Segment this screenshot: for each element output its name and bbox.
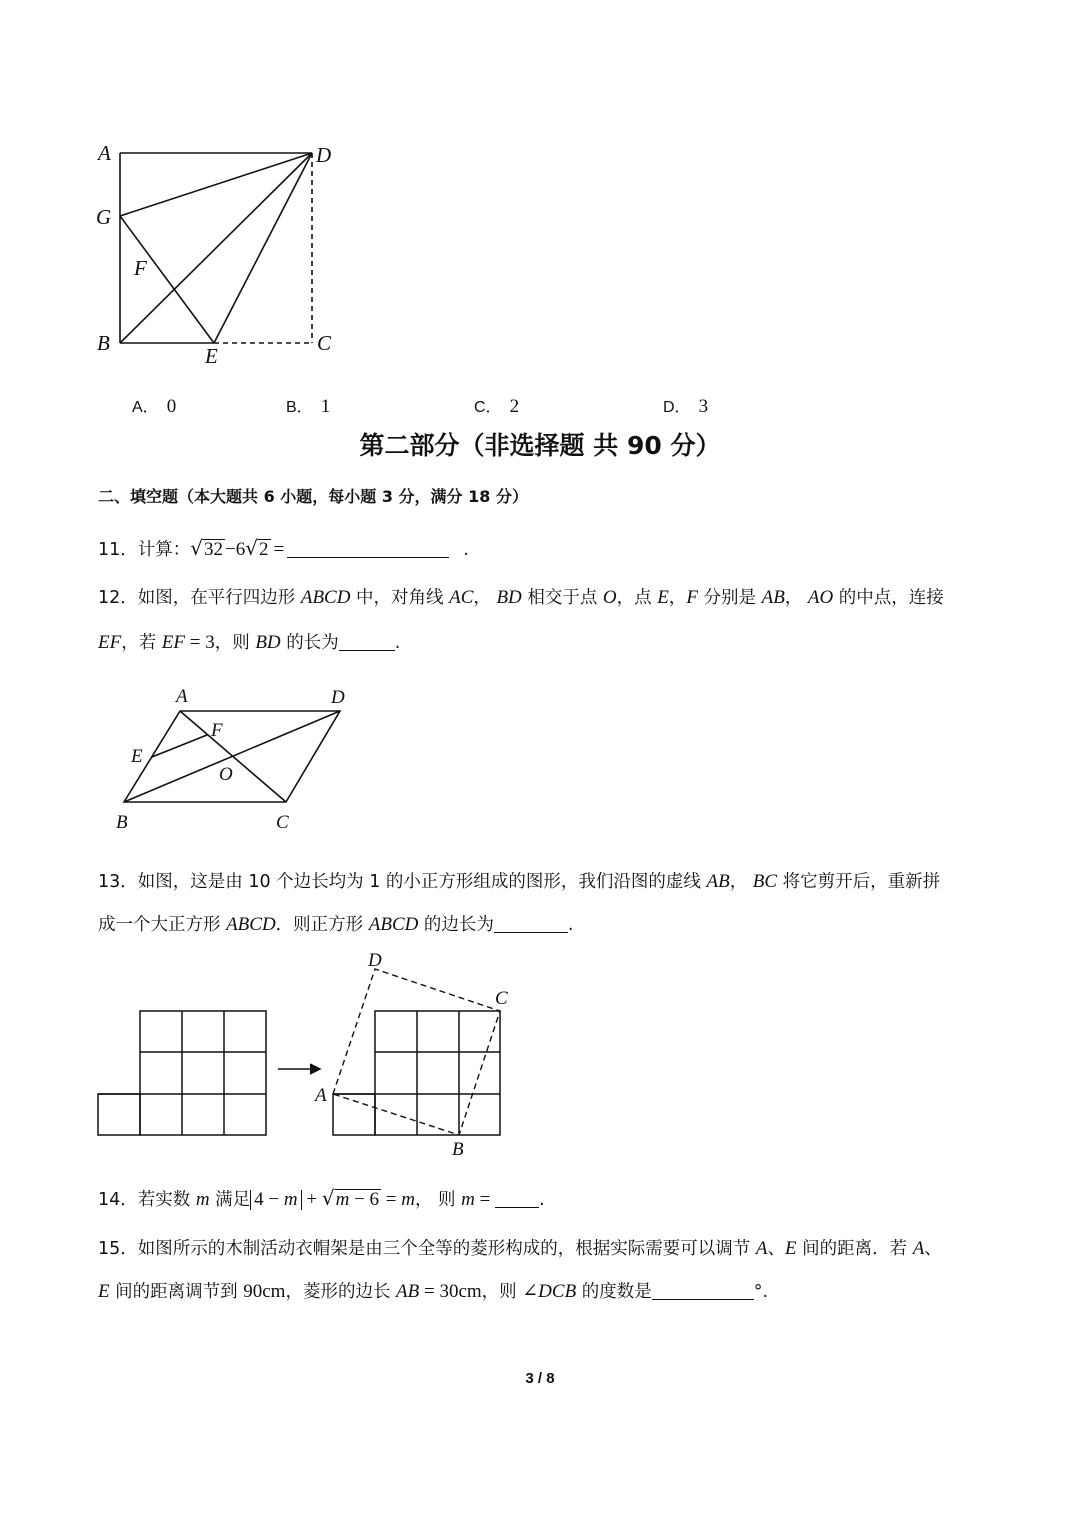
label-A: A bbox=[98, 141, 111, 165]
option-value: 2 bbox=[509, 396, 520, 417]
label-D: D bbox=[331, 687, 345, 708]
option-d bbox=[663, 394, 708, 418]
q11-radicand-2: 2 bbox=[259, 539, 269, 560]
label-O: O bbox=[219, 764, 233, 785]
q14-mid: 满足 bbox=[209, 1190, 251, 1210]
question-11: 11．计算：√32 −6√2 = . bbox=[98, 536, 469, 560]
q14-radical: m − 6 bbox=[335, 1189, 380, 1210]
text-run: 分别是 bbox=[697, 588, 762, 608]
q14-then: ， 则 bbox=[414, 1190, 462, 1210]
text-run: ，则 bbox=[214, 633, 256, 653]
text-run: ．则正方形 bbox=[275, 915, 369, 935]
q11-mid: −6 bbox=[225, 539, 246, 560]
text-run: 成一个大正方形 bbox=[98, 915, 227, 935]
answer-blank[interactable] bbox=[495, 1189, 539, 1208]
q14-var-3: m bbox=[461, 1189, 475, 1210]
option-value: 0 bbox=[166, 396, 177, 417]
text-run: ， bbox=[668, 588, 687, 608]
question-13-line-1 bbox=[98, 868, 940, 893]
answer-blank[interactable] bbox=[652, 1281, 754, 1300]
label-G: G bbox=[96, 205, 112, 229]
text-run: 的中点，连接 bbox=[833, 588, 944, 608]
q14-abs: 4 − m bbox=[250, 1190, 301, 1210]
math-run: 90cm bbox=[243, 1281, 286, 1302]
option-key: A． bbox=[132, 399, 159, 416]
text-run: ，若 bbox=[121, 633, 162, 653]
q14-pre: 14．若实数 bbox=[98, 1190, 196, 1210]
q12-end: . bbox=[394, 633, 401, 653]
label-C: C bbox=[317, 331, 332, 355]
question-15-line-2 bbox=[98, 1278, 768, 1303]
math-run: E bbox=[657, 587, 669, 608]
q14-eq-2: = bbox=[474, 1189, 496, 1210]
label-B: B bbox=[97, 331, 110, 355]
text-run: 间的距离．若 bbox=[796, 1239, 913, 1259]
text-run: 15．如图所示的木制活动衣帽架是由三个全等的菱形构成的，根据实际需要可以调节 bbox=[98, 1239, 756, 1259]
math-run: AB bbox=[396, 1281, 420, 1302]
q14-eq: = bbox=[381, 1189, 402, 1210]
q14-plus: + bbox=[301, 1189, 322, 1210]
question-12-line-2 bbox=[98, 629, 400, 654]
label-D: D bbox=[368, 950, 382, 971]
option-a bbox=[132, 394, 176, 418]
q11-number: 11．计算： bbox=[98, 540, 191, 560]
label-D: D bbox=[316, 143, 332, 167]
label-A: A bbox=[315, 1085, 327, 1106]
q15-end: °. bbox=[753, 1282, 769, 1302]
math-run: A bbox=[755, 1238, 768, 1259]
math-run: EF bbox=[98, 632, 122, 653]
math-run: E bbox=[98, 1281, 110, 1302]
label-E: E bbox=[205, 344, 218, 368]
option-value: 1 bbox=[320, 396, 331, 417]
math-run: A bbox=[912, 1238, 925, 1259]
math-run: AO bbox=[807, 587, 834, 608]
q14-var-2: m bbox=[401, 1189, 415, 1210]
text-run: ，菱形的边长 bbox=[285, 1282, 397, 1302]
text-run: ， bbox=[473, 588, 497, 608]
math-run: AB bbox=[761, 587, 785, 608]
q11-eq: = bbox=[273, 539, 285, 560]
text-run: 13．如图，这是由 10 个边长均为 1 的小正方形组成的图形，我们沿图的虚线 bbox=[98, 872, 707, 892]
text-run: 间的距离调节到 bbox=[109, 1282, 244, 1302]
text-run: 相交于点 bbox=[521, 588, 603, 608]
q14-var: m bbox=[195, 1189, 210, 1210]
option-c bbox=[474, 394, 519, 418]
option-key: D． bbox=[663, 399, 691, 416]
text-run: 将它剪开后，重新拼 bbox=[777, 872, 941, 892]
math-run: O bbox=[602, 587, 617, 608]
q11-radicand-1: 32 bbox=[204, 539, 224, 560]
math-run: ∠DCB bbox=[522, 1281, 577, 1302]
math-run: = 3 bbox=[185, 632, 215, 653]
option-b bbox=[286, 394, 330, 418]
q11-end: . bbox=[463, 540, 469, 560]
question-14: 14．若实数 m 满足 4 − m + √m − 6 = m， 则 m = . bbox=[98, 1186, 545, 1210]
label-C: C bbox=[276, 812, 289, 833]
page-number: 3 / 8 bbox=[525, 1370, 555, 1387]
option-key: B． bbox=[286, 399, 313, 416]
q14-end: . bbox=[539, 1190, 545, 1210]
math-run: = 30cm bbox=[419, 1281, 482, 1302]
answer-blank[interactable] bbox=[339, 632, 395, 651]
label-B: B bbox=[116, 812, 128, 833]
option-value: 3 bbox=[698, 396, 709, 417]
text-run: 、 bbox=[767, 1239, 785, 1259]
answer-blank[interactable] bbox=[287, 539, 449, 558]
text-run: 的长为 bbox=[280, 633, 339, 653]
label-C: C bbox=[495, 988, 508, 1009]
math-run: BD bbox=[496, 587, 522, 608]
text-run: 的度数是 bbox=[576, 1282, 652, 1302]
label-F: F bbox=[211, 720, 223, 741]
math-run: AB bbox=[706, 871, 730, 892]
math-run: F bbox=[686, 587, 698, 608]
text-run: 、 bbox=[924, 1239, 942, 1259]
text-run: ， bbox=[729, 872, 753, 892]
section-title: 二、填空题（本大题共 6 小题，每小题 3 分，满分 18 分） bbox=[98, 487, 528, 506]
text-run: 的边长为 bbox=[418, 915, 494, 935]
text-run: ，点 bbox=[616, 588, 658, 608]
math-run: BC bbox=[752, 871, 778, 892]
q13-end: . bbox=[567, 915, 574, 935]
label-E: E bbox=[131, 746, 143, 767]
figure-parallelogram bbox=[0, 680, 400, 840]
math-run: BD bbox=[255, 632, 281, 653]
figure-grid-rearrangement bbox=[0, 940, 600, 1170]
question-12-line-1 bbox=[98, 584, 944, 609]
text-run: 12．如图，在平行四边形 bbox=[98, 588, 301, 608]
math-run: ABCD bbox=[368, 914, 419, 935]
math-run: EF bbox=[161, 632, 186, 653]
question-13-line-2 bbox=[98, 911, 573, 936]
math-run: AC bbox=[449, 587, 474, 608]
label-B: B bbox=[452, 1139, 464, 1160]
math-run: ABCD bbox=[300, 587, 351, 608]
label-F: F bbox=[134, 256, 147, 280]
text-run: ，则 bbox=[481, 1282, 523, 1302]
figure-square-abcd bbox=[0, 0, 1080, 400]
label-A: A bbox=[176, 686, 188, 707]
math-run: E bbox=[784, 1238, 797, 1259]
text-run: ， bbox=[784, 588, 808, 608]
answer-blank[interactable] bbox=[494, 914, 568, 933]
math-run: ABCD bbox=[226, 914, 276, 935]
part-title: 第二部分（非选择题 共 90 分） bbox=[359, 431, 721, 460]
option-key: C． bbox=[474, 399, 502, 416]
text-run: 中，对角线 bbox=[350, 588, 450, 608]
question-15-line-1 bbox=[98, 1235, 942, 1260]
